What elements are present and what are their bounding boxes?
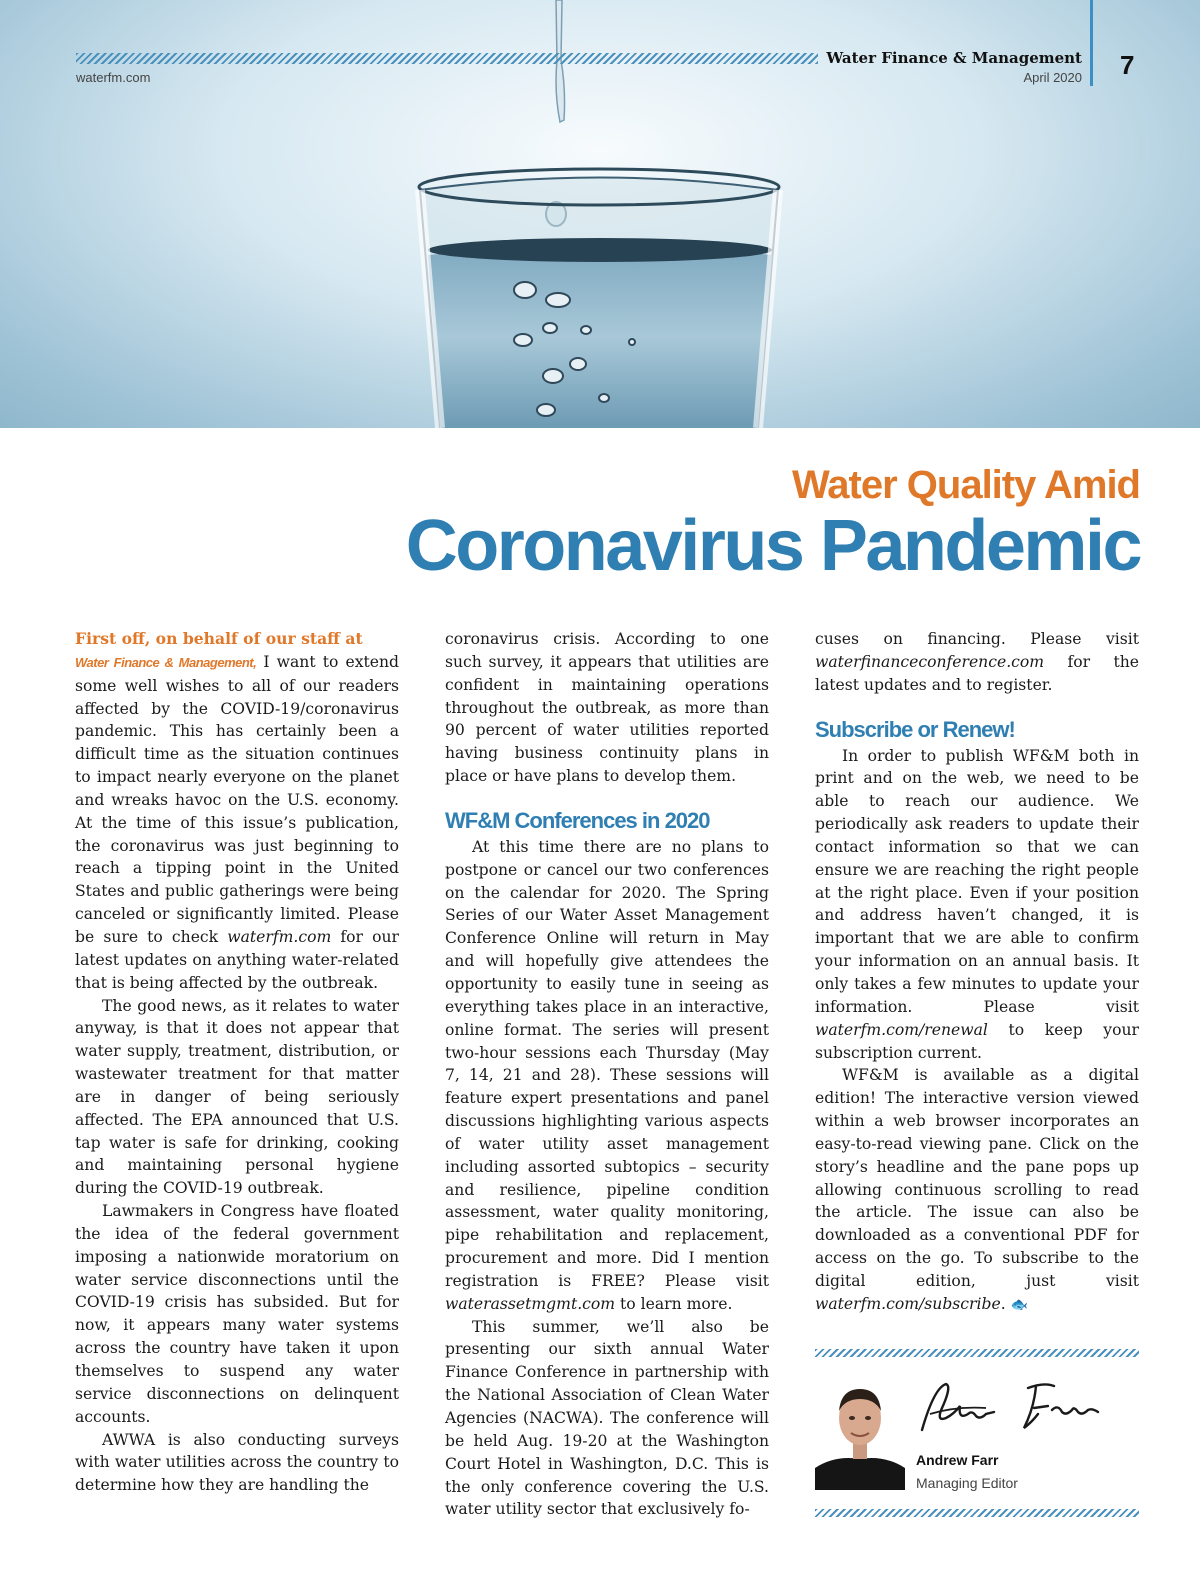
section-heading-subscribe: Subscribe or Renew!	[815, 716, 1015, 742]
fish-icon: 🐟	[1010, 1296, 1029, 1313]
paragraph-text: for the latest updates and to register.	[815, 652, 1139, 694]
editor-title: Managing Editor	[916, 1475, 1018, 1491]
editor-signature	[916, 1378, 1106, 1444]
page-number: 7	[1120, 50, 1135, 80]
paragraph	[75, 628, 399, 995]
finance-conference-link[interactable]: waterfinanceconference.com	[815, 652, 1045, 671]
header-hatch-rule	[76, 53, 818, 64]
paragraph-text: to keep your subscription current.	[815, 1020, 1139, 1062]
lead-in-magazine: Water Finance & Management,	[75, 654, 257, 670]
article-column-3	[815, 628, 1139, 1317]
renewal-link[interactable]: waterfm.com/renewal	[815, 1020, 988, 1039]
avatar	[815, 1373, 905, 1490]
lead-in: First off, on behalf of our staff at	[75, 629, 363, 648]
paragraph-text: .	[1000, 1294, 1006, 1313]
magazine-name: Water Finance & Management	[826, 49, 1082, 67]
site-link[interactable]: waterfm.com	[227, 927, 332, 946]
editor-hatch-rule-bottom	[815, 1509, 1139, 1517]
paragraph: Lawmakers in Congress have floated the idea of the federal government imposing a nationwide moratorium on water service disconnections until the COVID-19 crisis has subsided. But for now, it appears many water systems across the country have taken it upon themselves to suspend any water service disconnections on delinquent accounts.	[75, 1202, 399, 1426]
paragraph-text: In order to publish WF&M both in print and on the web, we need to be able to reach our audience. We periodically ask readers to update their contact information so that we can ensure we are reaching the right people at the right place. Even if your position and address haven’t changed, it is important that we are able to confirm your information on an annual basis. It only takes a few minutes to update your information. Please visit	[815, 746, 1139, 1016]
paragraph-text: WF&M is available as a digital edition! The interactive version viewed within a web browser incorporates an easy-to-read viewing pane. Click on the story’s headline and the pane pops up allowing continuous scrolling to read the article. The issue can also be downloaded as a conventional PDF for access on the go. To subscribe to the digital edition, just visit	[815, 1066, 1139, 1290]
paragraph	[445, 836, 769, 1316]
paragraph: coronavirus crisis. According to one such survey, it appears that utilities are confident in maintaining operations throughout the outbreak, as more than 90 percent of water utilities reported having business continuity plans in place or have plans to develop them.	[445, 630, 769, 786]
paragraph-text: to learn more.	[615, 1294, 733, 1313]
subscribe-link[interactable]: waterfm.com/subscribe	[815, 1294, 1001, 1313]
paragraph: This summer, we’ll also be presenting our sixth annual Water Finance Conference in partnership with the National Association of Clean Water Agencies (NACWA). The conference will be held Aug. 19-20 at the Washington Court Hotel in Washington, D.C. This is the only conference covering the U.S. water utility sector that exclusively fo-	[445, 1317, 769, 1519]
paragraph	[815, 628, 1139, 697]
editor-hatch-rule-top	[815, 1349, 1139, 1357]
header-divider	[1090, 0, 1093, 86]
article-column-1	[75, 628, 399, 1497]
issue-date: April 2020	[1023, 70, 1082, 85]
paragraph	[815, 1064, 1139, 1316]
site-url[interactable]: waterfm.com	[76, 70, 151, 85]
headline-kicker: Water Quality Amid	[792, 463, 1140, 507]
paragraph-text: I want to extend some well wishes to all of our readers affected by the COVID-19/coronavirus pandemic. This has certainly been a difficult time as the situation continues to impact nearly everyone on the planet and wreaks havoc on the U.S. economy. At the time of this issue’s publication, the coronavirus was just beginning to reach a tipping point in the United States and public gatherings were being canceled or significantly limited. Please be sure to check	[75, 652, 400, 946]
paragraph-text: At this time there are no plans to postpone or cancel our two conferences on the calendar for 2020. The Spring Series of our Water Asset Management Conference Online will return in May and will hopefully give attendees the opportunity to easily tune in seeing as everything takes place in an interactive, online format. The series will present two-hour sessions each Thursday (May 7, 14, 21 and 28). These sessions will feature expert presentations and panel discussions highlighting various aspects of water utility asset management including assorted subtopics – security and resilience, pipeline condition assessment, water quality monitoring, pipe rehabilitation and replacement, procurement and more. Did I mention registration is FREE? Please visit	[445, 837, 769, 1290]
article-column-2	[445, 628, 769, 1521]
paragraph: The good news, as it relates to water anyway, is that it does not appear that water supply, treatment, distribution, or wastewater treatment for that matter are in danger of being seriously affected. The EPA announced that U.S. tap water is safe for drinking, cooking and maintaining personal hygiene during the COVID-19 outbreak.	[75, 996, 399, 1198]
paragraph-text: for our latest updates on anything water-related that is being affected by the outbreak.	[75, 927, 399, 992]
headline: Coronavirus Pandemic	[405, 506, 1140, 586]
editor-name: Andrew Farr	[916, 1452, 999, 1468]
paragraph	[815, 745, 1139, 1065]
paragraph-text: cuses on financing. Please visit	[815, 630, 1139, 648]
conference-link[interactable]: waterassetmgmt.com	[445, 1294, 616, 1313]
section-heading-conferences: WF&M Conferences in 2020	[445, 807, 710, 833]
paragraph: AWWA is also conducting surveys with water utilities across the country to determine how they are handling the	[75, 1430, 399, 1495]
